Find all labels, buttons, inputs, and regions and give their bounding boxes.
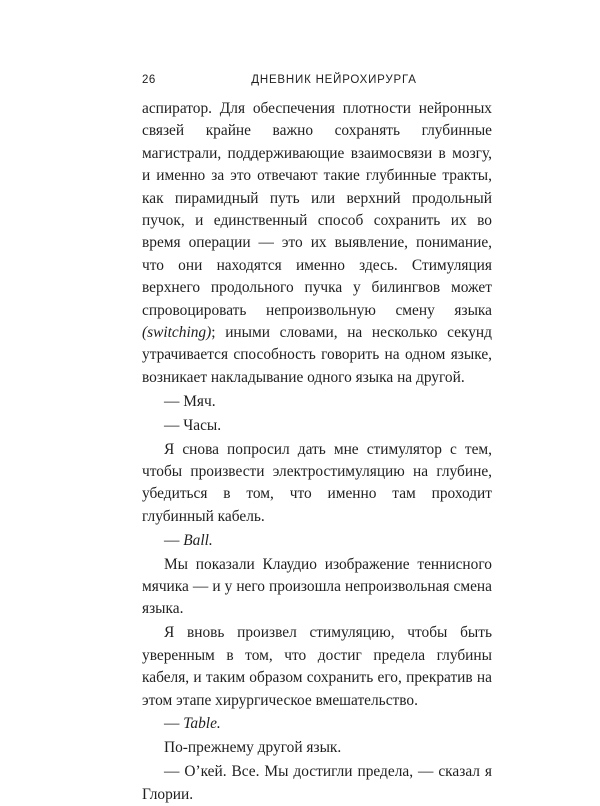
paragraph-5: [142, 530, 492, 552]
page-number: 26: [142, 74, 156, 86]
paragraph-4: Я снова попросил дать мне стимулятор с тем, чтобы произвести электростимуляцию на глубине, убедиться в том, что именно там проходит глубинный кабель.: [142, 440, 492, 525]
paragraph-1-italic: (switching): [142, 324, 212, 342]
paragraph-8-dash: —: [164, 715, 184, 733]
paragraph-1-text-a: аспиратор. Для обеспечения плотности нейронных связей крайне важно сохранять глубинные магистрали, поддерживающие взаимосвязи в мозгу, и именно за это отвечают такие глубинные тракты, как пирамидный путь или верхний продольный пучок, и единственный способ сохранить их во время операции — это их выявление, понимание, что они находятся именно здесь. Стимуляция верхнего продольного пучка у билингвов может спровоцировать непроизвольную смену языка: [142, 100, 492, 319]
body-text: [142, 98, 492, 806]
paragraph-1: [142, 98, 492, 389]
paragraph-6: Мы показали Клаудио изображение теннисного мячика — и у него произошла непроизвольная смена языка.: [142, 555, 492, 618]
paragraph-3: — Часы.: [164, 416, 222, 434]
paragraph-9: По-прежнему другой язык.: [164, 739, 342, 757]
paragraph-7: Я вновь произвел стимуляцию, чтобы быть уверенным в том, что достиг предела глубины кабеля, и таким образом сохранить его, прекратив на этом этапе хирургическое вмешательство.: [142, 624, 492, 709]
paragraph-8: [142, 713, 492, 735]
page-header: [142, 74, 492, 94]
paragraph-5-italic: Ball.: [183, 531, 213, 549]
running-title: ДНЕВНИК НЕЙРОХИРУРГА: [251, 74, 417, 86]
paragraph-1-text-b: ; иными словами, на несколько секунд утрачивается способность говорить на одном языке, возникает накладывание одного языка на другой.: [142, 324, 492, 386]
paragraph-5-dash: —: [164, 531, 184, 549]
paragraph-8-italic: Table.: [183, 715, 221, 733]
paragraph-2: — Мяч.: [164, 392, 216, 410]
paragraph-10: — О’кей. Все. Мы достигли предела, — сказал я Глории.: [142, 763, 492, 803]
